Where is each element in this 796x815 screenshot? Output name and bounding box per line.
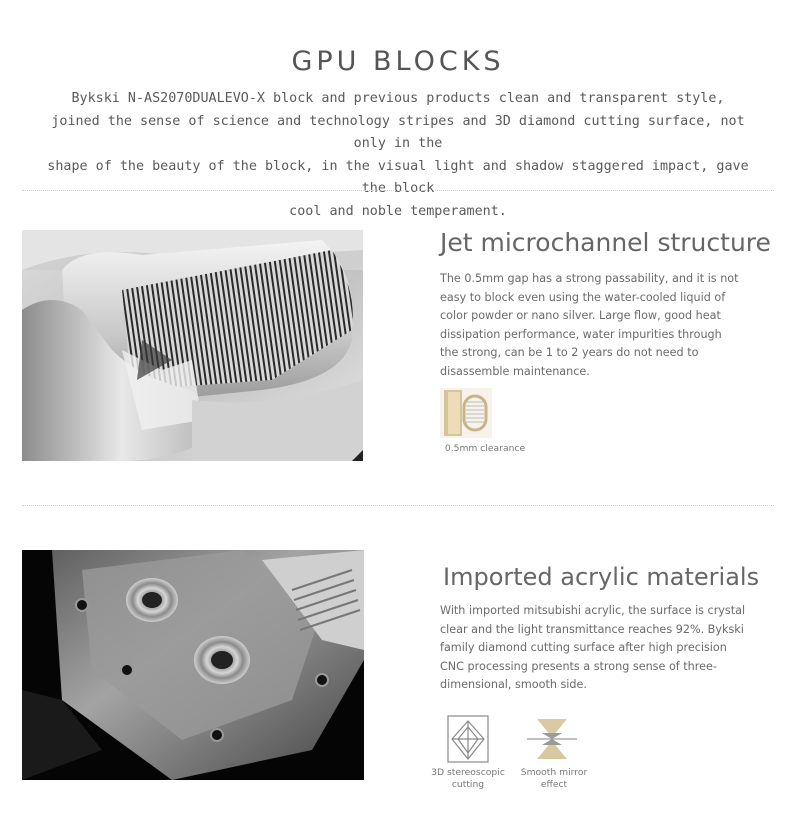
section-body-line: the strong, can be 1 to 2 years do not need to xyxy=(440,346,699,360)
feature-caption xyxy=(434,443,536,455)
mirror-hourglass-icon xyxy=(527,715,577,763)
section-title: Jet microchannel structure xyxy=(440,228,771,257)
section-body-line: color powder or nano silver. Large flow, good heat xyxy=(440,309,721,323)
page-title: GPU BLOCKS xyxy=(291,46,505,77)
section-divider xyxy=(22,505,774,506)
section-body-line: dissipation performance, water impurities through xyxy=(440,327,722,341)
section-title: Imported acrylic materials xyxy=(443,563,760,591)
feature-caption-line: 3D stereoscopic xyxy=(431,767,505,778)
header-description xyxy=(40,88,756,224)
header-description-line: joined the sense of science and technology stripes and 3D diamond cutting surface, not only in the xyxy=(51,113,745,152)
feature-caption-line: effect xyxy=(540,779,568,790)
acrylic-block-photo xyxy=(22,550,364,780)
section-body-line: clear and the light transmittance reaches 92%. Bykski xyxy=(440,622,744,636)
microchannel-photo xyxy=(22,230,363,461)
section-divider xyxy=(22,190,774,191)
section-body xyxy=(440,602,745,695)
section-body-line: The 0.5mm gap has a strong passability, and it is not xyxy=(440,272,739,285)
feature-caption xyxy=(420,767,516,791)
section-body xyxy=(440,270,739,382)
header-description-line: Bykski N-AS2070DUALEVO-X block and previous products clean and transparent style, xyxy=(71,91,725,106)
feature-caption-line: Smooth mirror xyxy=(520,767,588,778)
microchannel-gap-icon xyxy=(440,388,492,438)
section-body-line: dimensional, smooth side. xyxy=(440,678,587,692)
section-body-line: CNC processing presents a strong sense of three- xyxy=(440,659,717,673)
diamond-icon xyxy=(444,715,492,763)
feature-caption-line: cutting xyxy=(451,779,485,790)
header-description-line: shape of the beauty of the block, in the visual light and shadow staggered impact, gave the block xyxy=(47,158,749,197)
feature-caption-line: 0.5mm clearance xyxy=(444,443,526,454)
section-body-line: disassemble maintenance. xyxy=(440,364,590,378)
feature-caption xyxy=(506,767,602,791)
section-body-line: easy to block even using the water-cooled liquid of xyxy=(440,290,726,304)
header-description-line: cool and noble temperament. xyxy=(289,203,507,219)
section-body-line: family diamond cutting surface after high precision xyxy=(440,641,727,655)
section-body-line: With imported mitsubishi acrylic, the surface is crystal xyxy=(440,604,746,617)
